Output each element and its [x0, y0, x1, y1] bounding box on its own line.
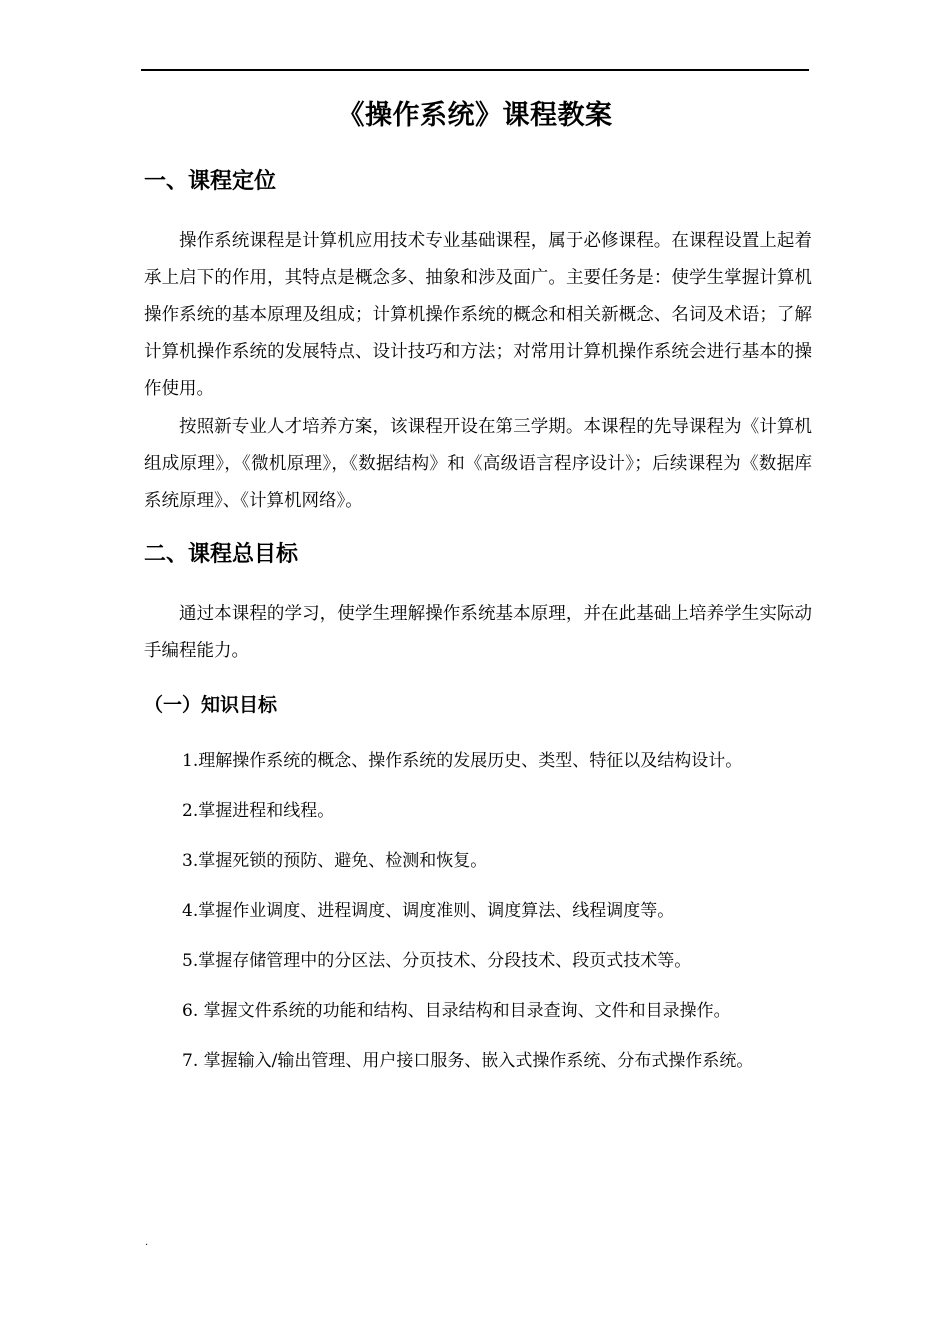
- paragraph-course-goals: 通过本课程的学习，使学生理解操作系统基本原理，并在此基础上培养学生实际动手编程能力。: [144, 604, 812, 661]
- knowledge-goals-list: [182, 746, 822, 1096]
- section-heading-course-goals: 二、课程总目标: [144, 542, 299, 567]
- paragraph-prerequisites: 按照新专业人才培养方案，该课程开设在第三学期。本课程的先导课程为《计算机组成原理》，《微机原理》，《数据结构》和《高级语言程序设计》；后续课程为《数据库系统原理》、《计算机网络》。: [144, 417, 812, 511]
- list-item: 6. 掌握文件系统的功能和结构、目录结构和目录查询、文件和目录操作。: [182, 1001, 731, 1021]
- list-item: 1.理解操作系统的概念、操作系统的发展历史、类型、特征以及结构设计。: [182, 751, 743, 771]
- subsection-heading-knowledge-goals: （一）知识目标: [144, 694, 278, 716]
- paragraph-course-positioning: 操作系统课程是计算机应用技术专业基础课程，属于必修课程。在课程设置上起着承上启下的作用，其特点是概念多、抽象和涉及面广。主要任务是：使学生掌握计算机操作系统的基本原理及组成；计算机操作系统的概念和相关新概念、名词及术语；了解计算机操作系统的发展特点、设计技巧和方法；对常用计算机操作系统会进行基本的操作使用。: [144, 231, 812, 399]
- list-item: 3.掌握死锁的预防、避免、检测和恢复。: [182, 851, 488, 871]
- list-item: 4.掌握作业调度、进程调度、调度准则、调度算法、线程调度等。: [182, 901, 675, 921]
- section-heading-course-positioning: 一、课程定位: [144, 169, 277, 194]
- footer-mark: .: [145, 1237, 149, 1248]
- document-title: 《操作系统》课程教案: [337, 100, 613, 131]
- header-rule: [141, 69, 809, 71]
- list-item: 2.掌握进程和线程。: [182, 801, 335, 821]
- list-item: 5.掌握存储管理中的分区法、分页技术、分段技术、段页式技术等。: [182, 951, 692, 971]
- list-item: 7. 掌握输入/输出管理、用户接口服务、嵌入式操作系统、分布式操作系统。: [182, 1051, 754, 1071]
